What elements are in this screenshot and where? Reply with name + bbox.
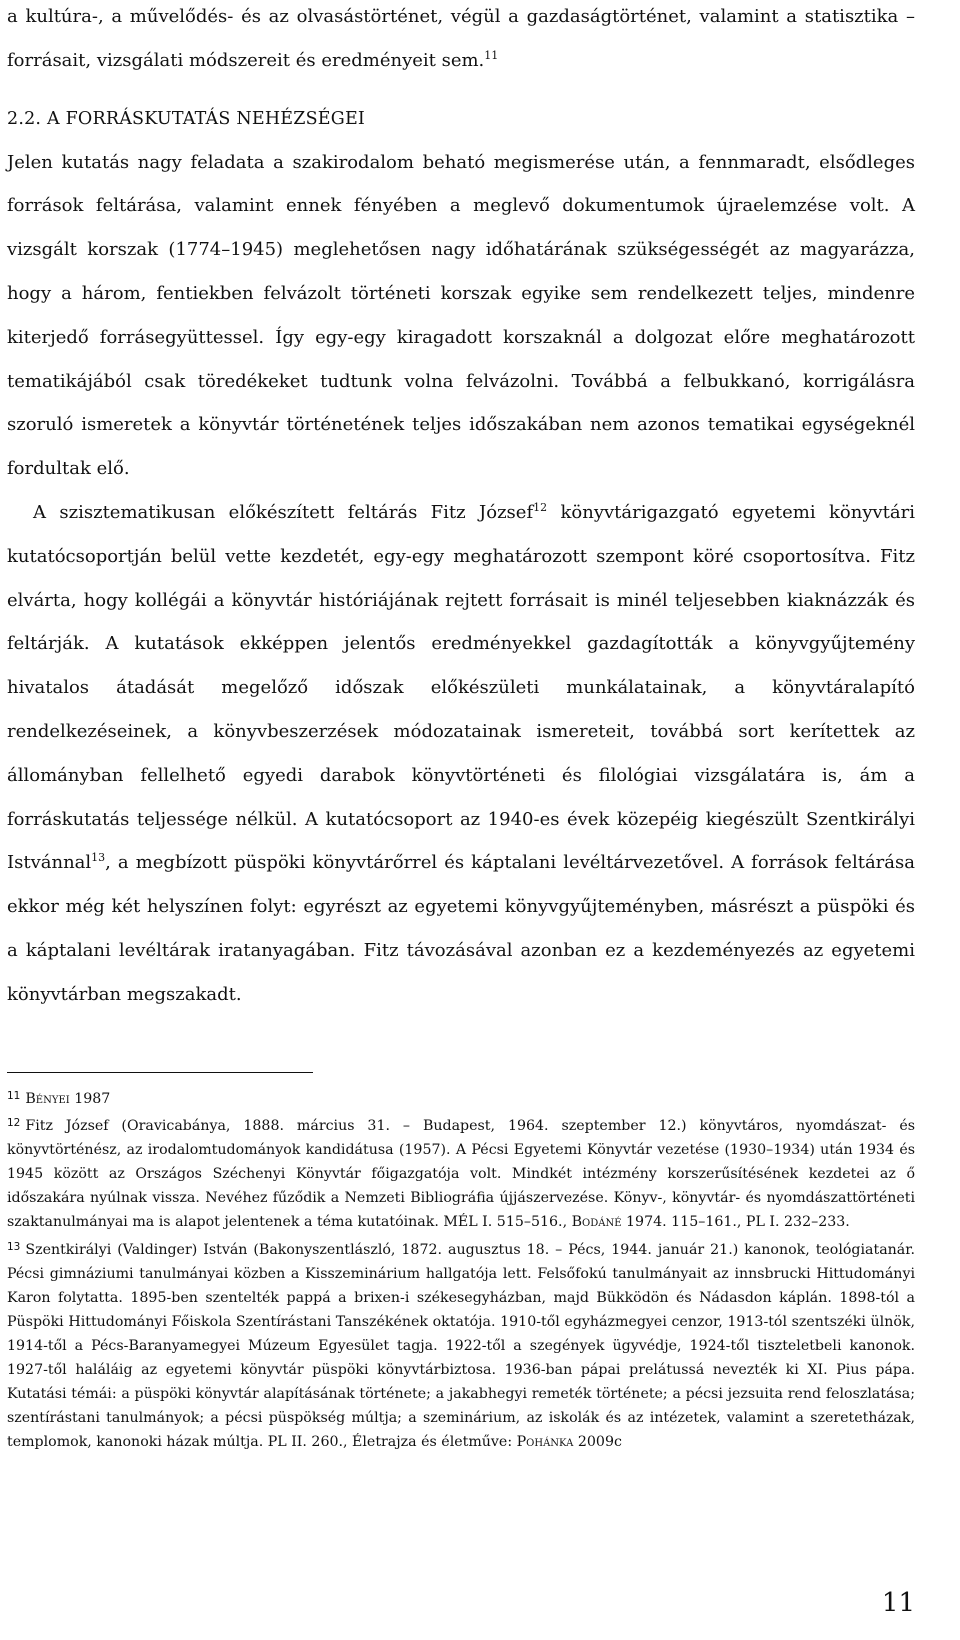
- footnote-11-text: 1987: [69, 1091, 111, 1107]
- paragraph-2-text-b: könyvtárigazgató egyetemi könyvtári kutatócsoportján belül vette kezdetét, egy-egy meghatározott szempont köré csoportosítva. Fitz elvárta, hogy kollégái a könyvtár históriájának rejtett forrásait is minél teljesebben kiaknázzák és feltárják. A kutatások ekképpen jelentős eredményekkel gazdagították a könyvgyűjtemény hivatalos átadását megelőző időszak előkészületi munkálatainak, a könyvtáralapító rendelkezéseinek, a könyvbeszerzések módozatainak ismereteit, továbbá sort kerítettek az állományban fellelhető egyedi darabok könyvtörténeti és filológiai vizsgálatára is, ám a forráskutatás teljessége nélkül. A kutatócsoport az 1940-es évek közepéig kiegészült Szentkirályi Istvánnal: [7, 501, 916, 874]
- paragraph-continuation-text: a kultúra-, a művelődés- és az olvasástörténet, végül a gazdaságtörténet, valamint a statisztika – forrásait, vizsgálati módszereit és eredményeit sem.: [7, 6, 915, 71]
- section-title: A FORRÁSKUTATÁS NEHÉZSÉGEI: [46, 108, 366, 129]
- footnote-13-number: 13: [7, 1240, 21, 1253]
- paragraph-2-text-c: , a megbízott püspöki könyvtárőrrel és káptalani levéltárvezetővel. A források feltárása ekkor még két helyszínen folyt: egyrészt az egyetemi könyvgyűjteményben, másrészt a püspöki és a káptalani levéltárak iratanyagában. Fitz távozásával azonban ez a kezdeményezés az egyetemi könyvtárban megszakadt.: [7, 852, 915, 1005]
- footnote-12: [7, 1111, 915, 1234]
- footnote-13: [7, 1235, 915, 1455]
- footnote-12-text-a: Fitz József (Oravicabánya, 1888. március 31. – Budapest, 1964. szeptember 12.) könyvtáros, nyomdászat- és könyvtörténész, az irodalomtudományok kandidátusa (1957). A Pécsi Egyetemi Könyvtár vezetése (1930–1934) után 1934 és 1945 között az Országos Széchenyi Könyvtár főigazgatója volt. Mindkét intézmény korszerűsítésének kezdetei az ő időszakára nyúlnak vissza. Nevéhez fűződik a Nemzeti Bibliográfia újjászervezése. Könyv-, könyvtár- és nyomdászattörténeti szaktanulmányai ma is alapot jelentenek a téma kutatóinak. MÉL I. 515–516.,: [7, 1118, 915, 1231]
- footnote-13-author: Pohánka: [516, 1434, 574, 1451]
- footnote-ref-11[interactable]: 11: [484, 48, 499, 62]
- document-page: [7, 0, 915, 1017]
- footnote-12-number: 12: [7, 1117, 21, 1130]
- paragraph-2: [7, 491, 915, 1017]
- footnote-11: [7, 1084, 915, 1111]
- footnote-11-number: 11: [7, 1090, 21, 1102]
- footnote-12-author: Bodáné: [571, 1214, 622, 1231]
- footnotes: [7, 1084, 915, 1454]
- section-number: 2.2.: [7, 108, 42, 129]
- footnote-separator: [7, 1072, 313, 1073]
- footnote-13-text-a: Szentkirályi (Valdinger) István (Bakonyszentlászló, 1872. augusztus 18. – Pécs, 1944. január 21.) kanonok, teológiatanár. Pécsi gimnáziumi tanulmányai közben a Kisszeminárium hallgatója lett. Felsőfokú tanulmányait az innsbrucki Hittudományi Karon folytatta. 1895-ben szentelték pappá a brixen-i székesegyházban, majd Bükködön és Nádasdon káplán. 1898-tól a Püspöki Hittudományi Főiskola Szentírástani Tanszékének oktatója. 1910-től egyházmegyei cenzor, 1913-tól szentszéki ülnök, 1914-től a Pécs-Baranyamegyei Múzeum Egyesület tagja. 1922-től a szegények ügyvédje, 1924-től tiszteletbeli kanonok. 1927-től haláláig az egyetemi könyvtár püspöki könyvtárbiztosa. 1936-ban pápai prelátussá nevezték ki XI. Pius pápa. Kutatási témái: a püspöki könyvtár alapításának története; a jakabhegyi remeték története; a pécsi jezsuita rend feloszlatása; szentírástani tanulmányok; a pécsi püspökség múltja; a szeminárium, az iskolák és az intézetek, valamint a szeretetházak, templomok, kanonoki házak múltja. PL II. 260., Életrajza és életműve:: [7, 1241, 915, 1451]
- footnote-13-text-b: 2009c: [573, 1434, 622, 1451]
- footnote-ref-12[interactable]: 12: [533, 500, 548, 514]
- section-heading: [7, 98, 915, 141]
- paragraph-1: Jelen kutatás nagy feladata a szakirodalom beható megismerése után, a fennmaradt, elsődleges források feltárása, valamint ennek fényében a meglevő dokumentumok újraelemzése volt. A vizsgált korszak (1774–1945) meglehetősen nagy időhatárának szükségességét az magyarázza, hogy a három, fentiekben felvázolt történeti korszak egyike sem rendelkezett teljes, mindenre kiterjedő forrásegyüttessel. Így egy-egy kiragadott korszaknál a dolgozat előre meghatározott tematikájából csak töredékeket tudtunk volna felvázolni. Továbbá a felbukkanó, korrigálásra szoruló ismeretek a könyvtár történetének teljes időszakában nem azonos tematikai egységeknél fordultak elő.: [7, 151, 915, 480]
- paragraph-2-text-a: A szisztematikusan előkészített feltárás Fitz József: [33, 501, 534, 523]
- paragraph-continuation: [7, 0, 915, 83]
- footnote-ref-13[interactable]: 13: [91, 851, 106, 865]
- footnote-11-author: Bényei: [25, 1091, 70, 1107]
- page-number: 11: [881, 1588, 915, 1618]
- footnote-12-text-b: 1974. 115–161., PL I. 232–233.: [621, 1214, 850, 1231]
